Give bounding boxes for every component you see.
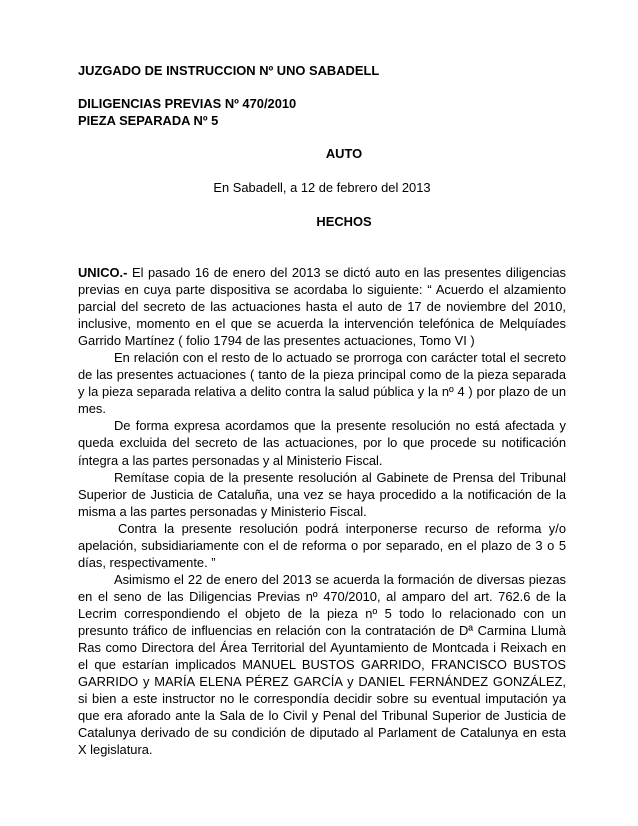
section-title: HECHOS bbox=[316, 214, 372, 229]
piece-number: PIEZA SEPARADA Nº 5 bbox=[78, 113, 219, 128]
case-number: DILIGENCIAS PREVIAS Nº 470/2010 bbox=[78, 96, 297, 111]
document-page bbox=[78, 62, 566, 758]
paragraph-1-text: El pasado 16 de enero del 2013 se dictó auto en las presentes diligencias previas en cuya parte dispositiva se acordaba lo siguiente: “ Acuerdo el alzamiento parcial del secreto de las actuaciones hasta el auto de 17 de noviembre del 2010, inclusive, momento en el que se acuerda la intervención telefónica de Melquíades Garrido Martínez ( folio 1794 de las presentes actuaciones, Tomo VI ) bbox=[78, 265, 566, 349]
unico-label: UNICO.- bbox=[78, 265, 128, 280]
paragraph-5: Contra la presente resolución podrá interponerse recurso de reforma y/o apelación, subsidiariamente con el de reforma o por separado, en el plazo de 3 o 5 días, respectivamente. ” bbox=[78, 520, 566, 570]
paragraph-3: De forma expresa acordamos que la presente resolución no está afectada y queda excluida del secreto de las actuaciones, por lo que procede su notificación íntegra a las partes personadas y al Ministerio Fiscal. bbox=[78, 418, 566, 468]
paragraph-6: Asimismo el 22 de enero del 2013 se acuerda la formación de diversas piezas en el seno de las Diligencias Previas nº 470/2010, al amparo del art. 762.6 de la Lecrim correspondiendo el objeto de la pieza nº 5 todo lo relacionado con un presunto tráfico de influencias en relación con la contratación de Dª Carmina Llumà Ras como Directora del Área Territorial del Ayuntamiento de Montcada i Reixach en el que estarían implicados MANUEL BUSTOS GARRIDO, FRANCISCO BUSTOS GARRIDO y MARÍA ELENA PÉREZ GARCÍA y DANIEL FERNÁNDEZ GONZÁLEZ, si bien a este instructor no le correspondía decidir sobre su eventual imputación ya que era aforado ante la Sala de lo Civil y Penal del Tribunal Superior de Justicia de Catalunya derivado de su condición de diputado al Parlament de Catalunya en esta X legislatura. bbox=[78, 571, 566, 758]
paragraph-4: Remítase copia de la presente resolución al Gabinete de Prensa del Tribunal Superior de Justicia de Cataluña, una vez se haya procedido a la notificación de la misma a las partes personadas y Ministerio Fiscal. bbox=[78, 469, 566, 519]
place-date: En Sabadell, a 12 de febrero del 2013 bbox=[213, 180, 431, 195]
paragraph-2: En relación con el resto de lo actuado se prorroga con carácter total el secreto de las presentes actuaciones ( tanto de la pieza principal como de la pieza separada y la pieza separada relativa a delito contra la salud pública y la nº 4 ) por plazo de un mes. bbox=[78, 350, 566, 417]
paragraph-unico bbox=[78, 264, 566, 349]
court-name: JUZGADO DE INSTRUCCION Nº UNO SABADELL bbox=[78, 63, 380, 78]
document-title: AUTO bbox=[325, 146, 363, 161]
